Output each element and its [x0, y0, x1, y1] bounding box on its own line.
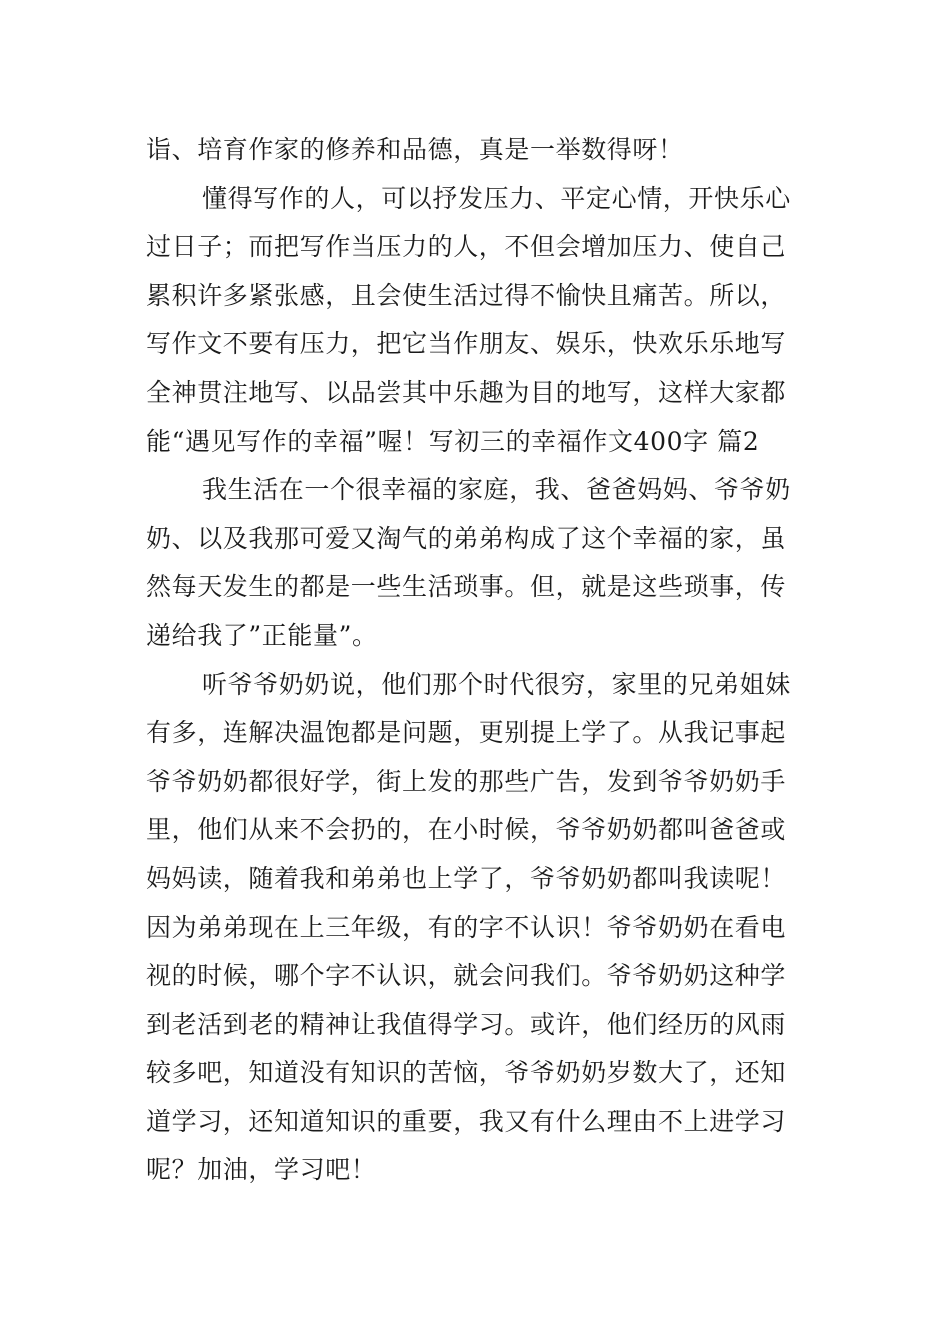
text-line: 然每天发生的都是一些生活琐事。但，就是这些琐事，传 [146, 572, 787, 602]
text-line: 道学习，还知道知识的重要，我又有什么理由不上进学习 [146, 1106, 787, 1136]
text-line: 过日子；而把写作当压力的人，不但会增加压力、使自己 [146, 232, 787, 262]
text-line: 全神贯注地写、以品尝其中乐趣为目的地写，这样大家都 [146, 377, 787, 407]
text-line: 能“遇见写作的幸福”喔！写初三的幸福作文400字 篇2 [146, 426, 760, 456]
text-line: 视的时候，哪个字不认识，就会问我们。爷爷奶奶这种学 [146, 961, 787, 991]
paragraph-start-line: 我生活在一个很幸福的家庭，我、爸爸妈妈、爷爷奶 [202, 475, 791, 505]
text-line: 有多，连解决温饱都是问题，更别提上学了。从我记事起 [146, 718, 787, 748]
text-line: 因为弟弟现在上三年级，有的字不认识！爷爷奶奶在看电 [146, 912, 787, 942]
text-line: 较多吧，知道没有知识的苦恼，爷爷奶奶岁数大了，还知 [146, 1058, 787, 1088]
text-line: 累积许多紧张感，且会使生活过得不愉快且痛苦。所以， [146, 280, 787, 310]
text-line: 里，他们从来不会扔的，在小时候，爷爷奶奶都叫爸爸或 [146, 815, 787, 845]
text-line: 奶、以及我那可爱又淘气的弟弟构成了这个幸福的家，虽 [146, 523, 787, 553]
text-line: 呢？加油，学习吧！ [146, 1155, 377, 1185]
text-line: 诣、培育作家的修养和品德，真是一举数得呀！ [146, 135, 684, 164]
essay-body [146, 126, 811, 1195]
paragraph-start-line: 懂得写作的人，可以抒发压力、平定心情，开快乐心 [202, 183, 791, 213]
paragraph-start-line: 听爷爷奶奶说，他们那个时代很穷，家里的兄弟姐妹 [202, 669, 791, 699]
text-line: 递给我了”正能量”。 [146, 620, 378, 650]
text-line: 到老活到老的精神让我值得学习。或许，他们经历的风雨 [146, 1009, 787, 1039]
text-line: 爷爷奶奶都很好学，街上发的那些广告，发到爷爷奶奶手 [146, 766, 787, 796]
text-line: 写作文不要有压力，把它当作朋友、娱乐，快欢乐乐地写 [146, 329, 787, 359]
text-line: 妈妈读，随着我和弟弟也上学了，爷爷奶奶都叫我读呢！ [146, 863, 787, 893]
